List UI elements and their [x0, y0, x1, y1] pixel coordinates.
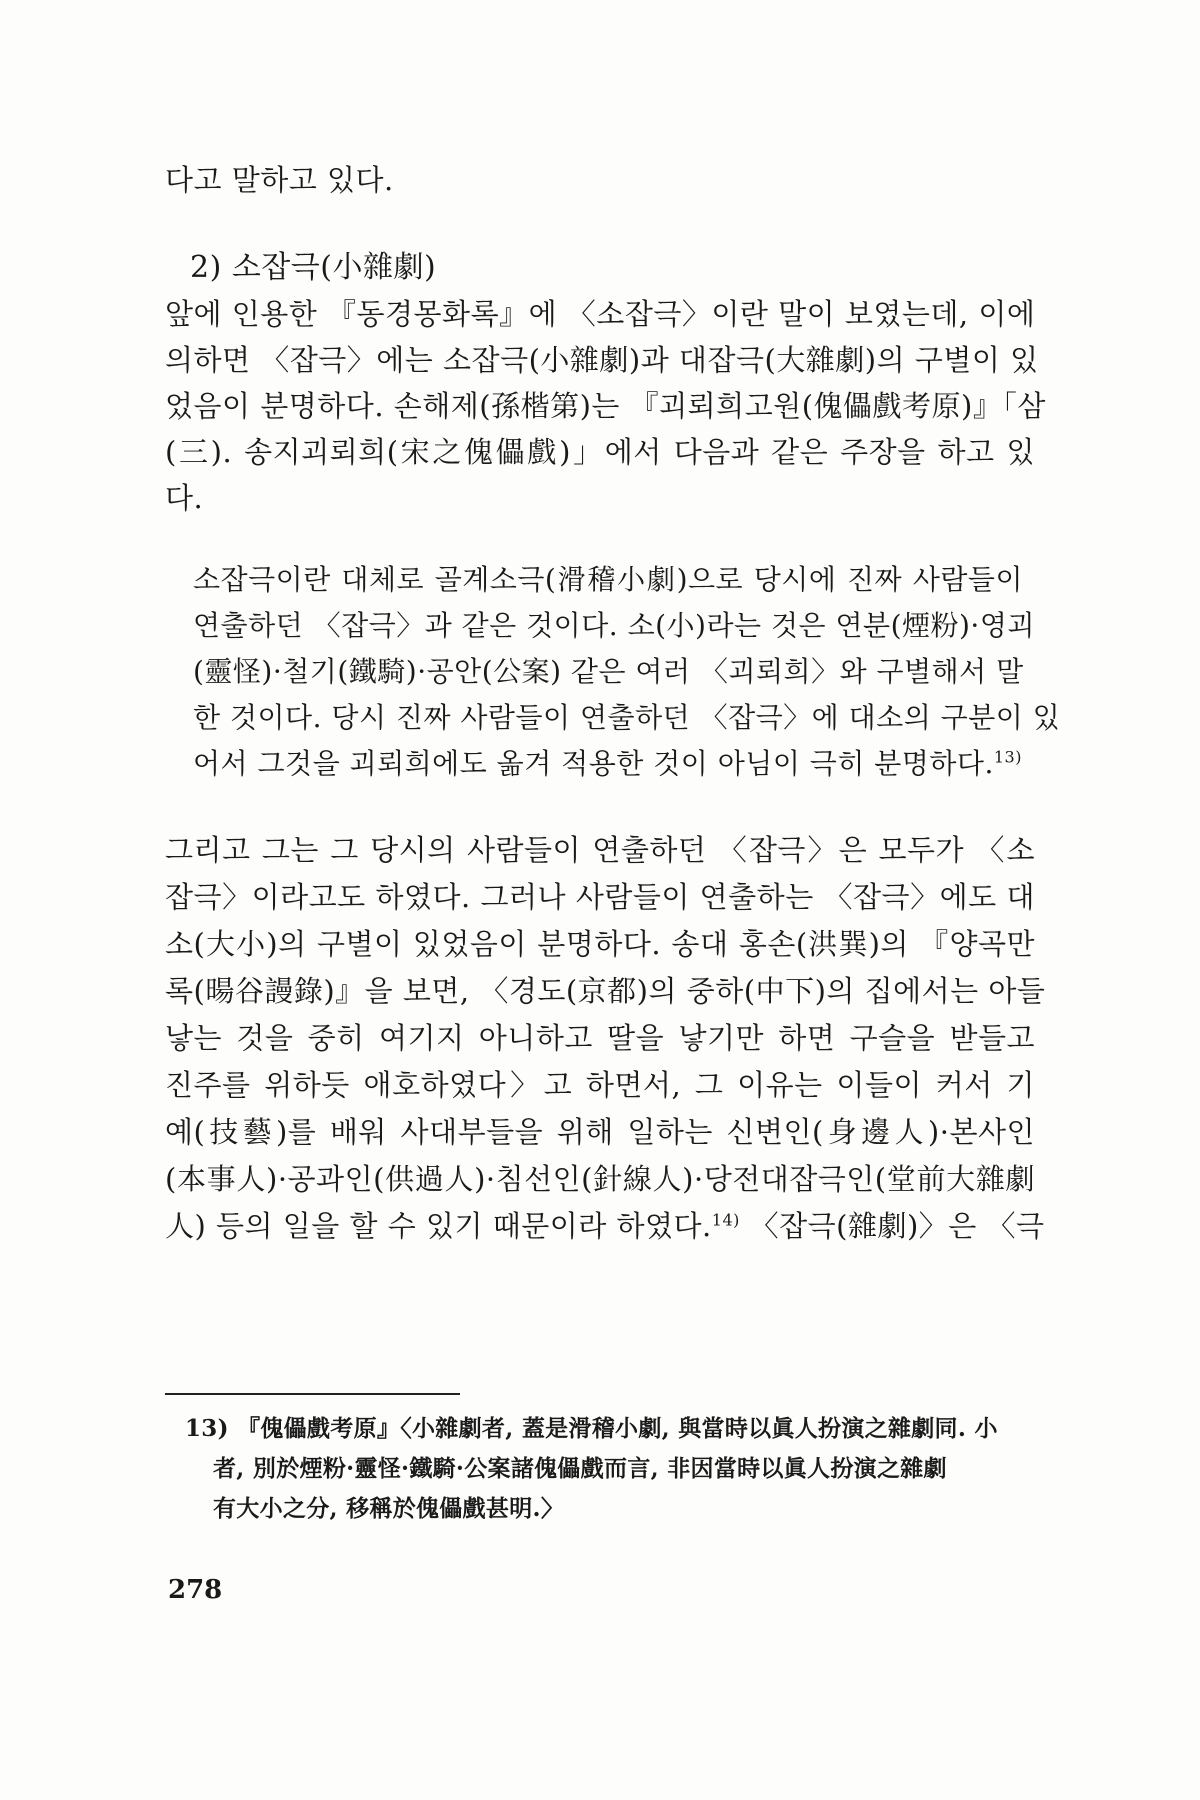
paragraph-line: (三). 송지괴뢰희(宋之傀儡戲)」에서 다음과 같은 주장을 하고 있 [165, 435, 1035, 469]
paragraph-line: 예(技藝)를 배워 사대부들을 위해 일하는 신변인(身邊人)·본사인 [165, 1115, 1035, 1149]
paragraph-last-after: 〈잡극(雜劇)〉은 〈극 [739, 1209, 1045, 1243]
footnote-rule [165, 1393, 460, 1395]
paragraph-line: 록(暘谷謾錄)』을 보면, 〈경도(京都)의 중하(中下)의 집에서는 아들 [165, 974, 1046, 1008]
page-number: 278 [168, 1575, 223, 1605]
paragraph-last-before: 人) 등의 일을 할 수 있기 때문이라 하였다. [165, 1209, 712, 1243]
quote-line: 소잡극이란 대체로 골계소극(滑稽小劇)으로 당시에 진짜 사람들이 [193, 563, 1023, 596]
section-heading: 2) 소잡극(小雜劇) [190, 250, 437, 285]
quote-last-text: 어서 그것을 괴뢰희에도 옮겨 적용한 것이 아님이 극히 분명하다. [193, 747, 994, 780]
paragraph-line: 었음이 분명하다. 손해제(孫楷第)는 『괴뢰희고원(傀儡戲考原)』「삼 [165, 389, 1046, 423]
intro-line: 다고 말하고 있다. [165, 163, 394, 197]
footnote-label: 13) [185, 1415, 229, 1442]
paragraph-line: 앞에 인용한 『동경몽화록』에 〈소잡극〉이란 말이 보였는데, 이에 [165, 297, 1036, 331]
footnote-line: 者, 別於煙粉·靈怪·鐵騎·公案諸傀儡戲而言, 非因當時以眞人扮演之雜劇 [213, 1455, 947, 1482]
paragraph-line: 의하면 〈잡극〉에는 소잡극(小雜劇)과 대잡극(大雜劇)의 구별이 있 [165, 343, 1039, 377]
quote-line: 연출하던 〈잡극〉과 같은 것이다. 소(小)라는 것은 연분(煙粉)·영괴 [193, 609, 1035, 642]
footnote-line: 有大小之分, 移稱於傀儡戲甚明.〉 [213, 1495, 565, 1522]
footnote-line [185, 1412, 1035, 1446]
paragraph-line: 낳는 것을 중히 여기지 아니하고 딸을 낳기만 하면 구슬을 받들고 [165, 1021, 1035, 1055]
paragraph-line: 진주를 위하듯 애호하였다〉고 하면서, 그 이유는 이들이 커서 기 [165, 1068, 1035, 1102]
quote-line: (靈怪)·철기(鐵騎)·공안(公案) 같은 여러 〈괴뢰희〉와 구별해서 말 [193, 655, 1024, 688]
paragraph-line: 소(大小)의 구별이 있었음이 분명하다. 송대 홍손(洪巽)의 『양곡만 [165, 927, 1035, 961]
paragraph-line: 그리고 그는 그 당시의 사람들이 연출하던 〈잡극〉은 모두가 〈소 [165, 833, 1035, 867]
paragraph-line: 다. [165, 481, 204, 515]
quote-line [193, 744, 1023, 784]
paragraph-line [165, 1206, 1045, 1246]
footnote-ref-14: 14) [711, 1210, 740, 1230]
paragraph-line: (本事人)·공과인(供過人)·침선인(針線人)·당전대잡극인(堂前大雜劇 [165, 1162, 1035, 1196]
quote-line: 한 것이다. 당시 진짜 사람들이 연출하던 〈잡극〉에 대소의 구분이 있 [193, 701, 1061, 734]
footnote-text: 『傀儡戲考原』〈小雜劇者, 蓋是滑稽小劇, 與當時以眞人扮演之雜劇同. 小 [237, 1415, 998, 1442]
footnote-ref-13: 13) [993, 747, 1022, 767]
paragraph-line: 잡극〉이라고도 하였다. 그러나 사람들이 연출하는 〈잡극〉에도 대 [165, 880, 1035, 914]
